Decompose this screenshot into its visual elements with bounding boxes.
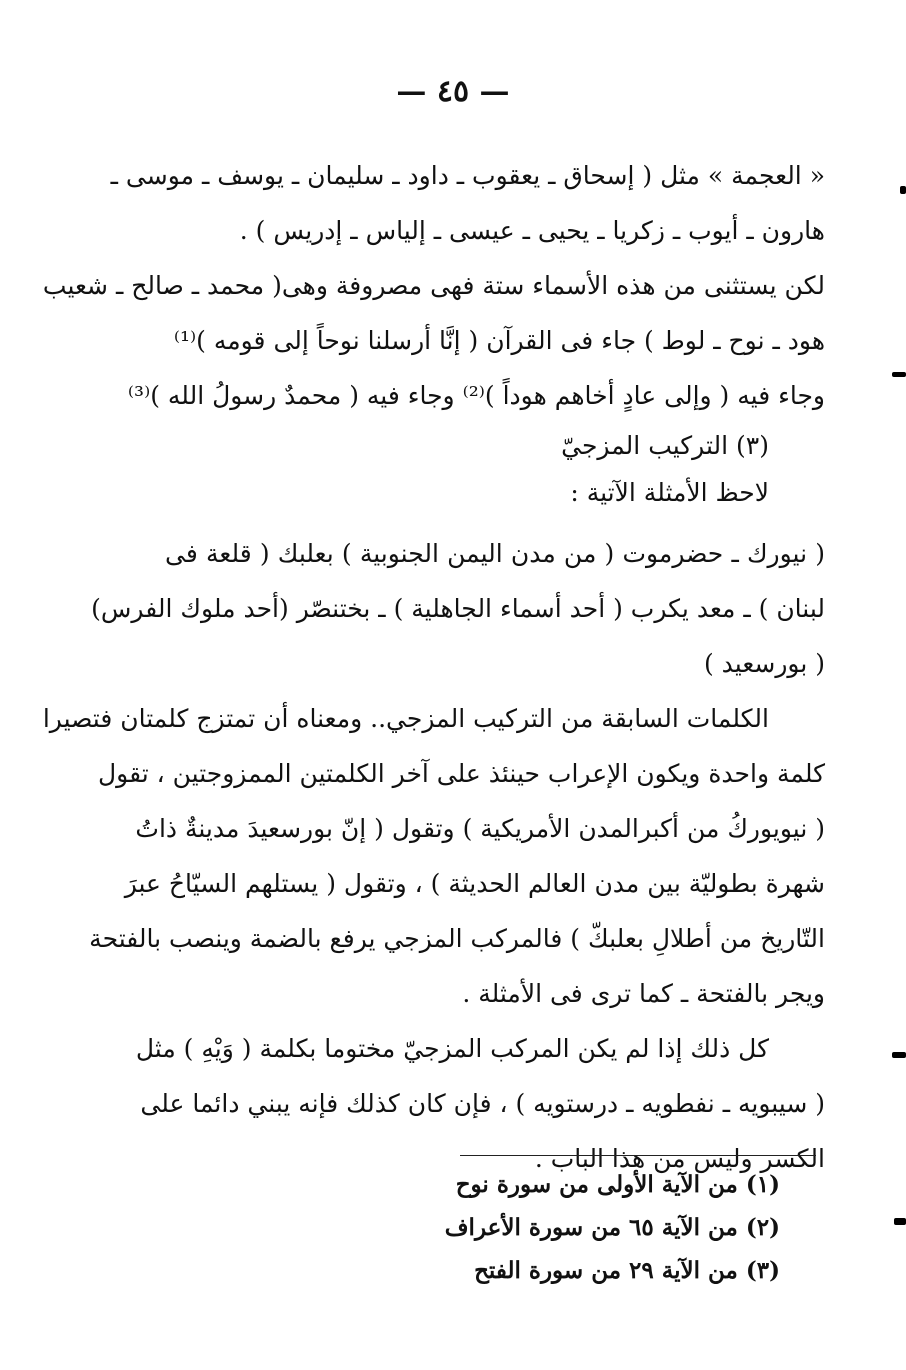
- text-line: شهرة بطوليّة بين مدن العالم الحديثة ) ، وتقول ( يستلهم السيّاحُ عبرَ: [124, 869, 825, 898]
- text-line: التّاريخ من أطلالِ بعلبكّ ) فالمركب المزجي يرفع بالضمة وينصب بالفتحة: [89, 924, 825, 953]
- text-line: ( نيورك ـ حضرموت ( من مدن اليمن الجنوبية ) بعلبك ( قلعة فى: [165, 539, 825, 568]
- text-line: الكسر وليس من هذا الباب .: [534, 1144, 825, 1173]
- scan-edge-mark: [894, 1218, 906, 1225]
- text-line: كلمة واحدة ويكون الإعراب حينئذ على آخر الكلمتين الممزوجتين ، تقول: [97, 759, 825, 788]
- scan-edge-mark: [900, 186, 906, 194]
- footnotes: [400, 1163, 780, 1292]
- footnote: (٢) من الآية ٦٥ من سورة الأعراف: [444, 1214, 780, 1241]
- text-line: كل ذلك إذا لم يكن المركب المزجيّ مختوما بكلمة ( وَيْهِ ) مثل: [135, 1034, 769, 1063]
- text-line: ( بورسعيد ): [703, 649, 825, 678]
- text-line: ( سيبويه ـ نفطويه ـ درستويه ) ، فإن كان كذلك فإنه يبني دائما على: [140, 1089, 825, 1118]
- section-heading: (٣) التركيب المزجيّ: [561, 431, 769, 460]
- scan-edge-mark: [892, 372, 906, 377]
- page-number: — ٤٥ —: [396, 74, 510, 109]
- text-line: « العجمة » مثل ( إسحاق ـ يعقوب ـ داود ـ سليمان ـ يوسف ـ موسى ـ: [110, 161, 825, 190]
- scan-edge-mark: [892, 1052, 906, 1058]
- body-text: [42, 148, 825, 1186]
- footnote-divider: [460, 1155, 816, 1156]
- text-line: هارون ـ أيوب ـ زكريا ـ يحيى ـ عيسى ـ إلياس ـ إدريس ) .: [239, 216, 825, 245]
- footnote: (٣) من الآية ٢٩ من سورة الفتح: [474, 1257, 780, 1284]
- text-line: ويجر بالفتحة ـ كما ترى فى الأمثلة .: [462, 979, 825, 1008]
- footnote: (١) من الآية الأولى من سورة نوح: [455, 1171, 780, 1198]
- text-line: وجاء فيه ( وإلى عادٍ أخاهم هوداً )⁽²⁾ وجاء فيه ( محمدٌ رسولُ الله )⁽³⁾: [127, 381, 825, 410]
- text-line: ( نيويوركُ من أكبرالمدن الأمريكية ) وتقول ( إنّ بورسعيدَ مدينةٌ ذاتُ: [135, 814, 825, 843]
- text-line: الكلمات السابقة من التركيب المزجي.. ومعناه أن تمتزج كلمتان فتصيرا: [42, 704, 769, 733]
- text-line: لبنان ) ـ معد يكرب ( أحد أسماء الجاهلية ) ـ بختنصّر (أحد ملوك الفرس): [91, 594, 825, 623]
- text-line: هود ـ نوح ـ لوط ) جاء فى القرآن ( إنَّا أرسلنا نوحاً إلى قومه )⁽¹⁾: [173, 326, 825, 355]
- text-line: لاحظ الأمثلة الآتية :: [570, 478, 769, 507]
- text-line: لكن يستثنى من هذه الأسماء ستة فهى مصروفة وهى( محمد ـ صالح ـ شعيب: [42, 271, 825, 300]
